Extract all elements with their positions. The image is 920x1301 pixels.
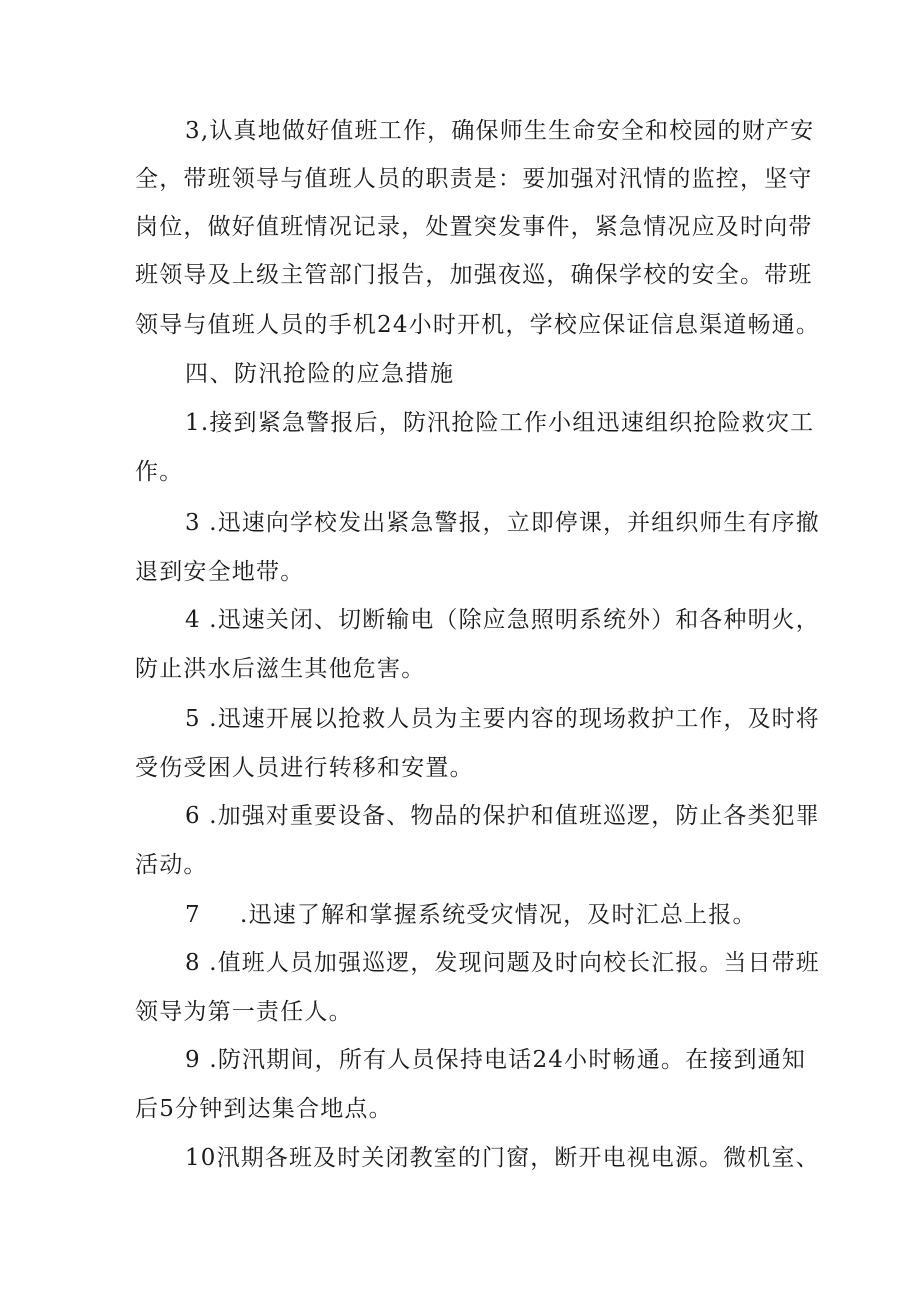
item1-line1: 1.接到紧急警报后，防汛抢险工作小组迅速组织抢险救灾工 xyxy=(185,410,815,436)
item8-line2: 领导为第一责任人。 xyxy=(135,999,353,1025)
section4-heading: 四、防汛抢险的应急措施 xyxy=(185,361,455,387)
item7-text: .迅速了解和掌握系统受灾情况，及时汇总上报。 xyxy=(240,902,757,928)
item7-number: 7 xyxy=(185,902,201,928)
item5-line2: 受伤受困人员进行转移和安置。 xyxy=(135,755,474,781)
item6-line1: 6 .加强对重要设备、物品的保护和值班巡逻，防止各类犯罪 xyxy=(185,803,820,829)
item6-line2: 活动。 xyxy=(135,852,208,878)
item1-line2: 作。 xyxy=(135,459,184,485)
para3-line5: 领导与值班人员的手机24小时开机，学校应保证信息渠道畅通。 xyxy=(135,312,821,338)
para3-line4: 班领导及上级主管部门报告，加强夜巡，确保学校的安全。带班 xyxy=(135,262,813,288)
item3-line2: 退到安全地带。 xyxy=(135,559,305,585)
item4-line2: 防止洪水后滋生其他危害。 xyxy=(135,656,426,682)
item4-line1: 4 .迅速关闭、切断输电（除应急照明系统外）和各种明火， xyxy=(185,607,820,633)
item5-line1: 5 .迅速开展以抢救人员为主要内容的现场救护工作，及时将 xyxy=(185,706,820,732)
para3-line2: 全，带班领导与值班人员的职责是：要加强对汛情的监控，坚守 xyxy=(135,166,813,192)
item3-line1: 3 .迅速向学校发出紧急警报，立即停课，并组织师生有序撤 xyxy=(185,510,820,536)
para3-line1: 3,认真地做好值班工作，确保师生生命安全和校园的财产安 xyxy=(185,118,815,144)
para3-line3: 岗位，做好值班情况记录，处置突发事件，紧急情况应及时向带 xyxy=(135,214,813,240)
item8-line1: 8 .值班人员加强巡逻，发现问题及时向校长汇报。当日带班 xyxy=(185,950,820,976)
item9-line2: 后5分钟到达集合地点。 xyxy=(135,1096,393,1122)
item9-line1: 9 .防汛期间，所有人员保持电话24小时畅通。在接到通知 xyxy=(185,1047,807,1073)
item10-line1: 10汛期各班及时关闭教室的门窗，断开电视电源。微机室、 xyxy=(185,1145,820,1171)
